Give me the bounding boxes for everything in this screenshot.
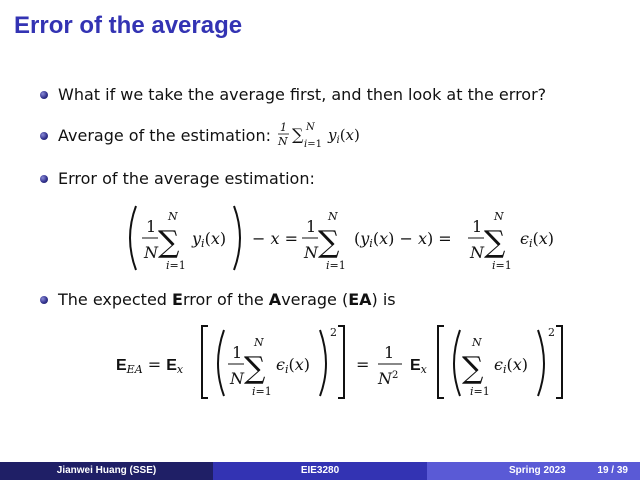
svg-text:2: 2 bbox=[330, 326, 337, 339]
svg-text:N: N bbox=[230, 369, 244, 388]
svg-text:N: N bbox=[254, 336, 264, 349]
footer-date: Spring 2023 bbox=[509, 465, 566, 476]
svg-text:∑: ∑ bbox=[158, 225, 180, 260]
svg-text:N: N bbox=[144, 243, 158, 262]
svg-text:− x =: − x = bbox=[252, 229, 299, 248]
footer-page: 19 / 39 bbox=[597, 465, 628, 476]
svg-text:Ex: Ex bbox=[410, 357, 427, 376]
svg-text:yi(x): $y_i(x)$ bbox=[328, 126, 360, 146]
bullet-marker bbox=[40, 91, 48, 99]
svg-text:1: 1 bbox=[472, 217, 483, 236]
error-of-average-equation bbox=[122, 202, 562, 274]
svg-text:N: N bbox=[494, 210, 504, 223]
svg-text:ϵi(x): ϵi(x) bbox=[494, 355, 529, 376]
footer-right bbox=[427, 462, 640, 480]
svg-text:1: 1 bbox=[146, 217, 157, 236]
footer-course: EIE3280 bbox=[213, 462, 427, 480]
footer-author: Jianwei Huang (SSE) bbox=[0, 462, 213, 480]
svg-text:i=1: i=1 bbox=[492, 259, 512, 272]
bullet-4-bold-A: A bbox=[268, 290, 282, 309]
bullet-4-bold-EA: EA bbox=[348, 290, 372, 309]
bullet-4-pre: The expected bbox=[58, 290, 173, 309]
footer-bar bbox=[0, 462, 640, 480]
svg-text:ϵi(x): ϵi(x) bbox=[276, 355, 311, 376]
bullet-4-mid2: verage ( bbox=[281, 290, 349, 309]
svg-text:(yi(x) − x) =: (yi(x) − x) = bbox=[354, 229, 452, 250]
svg-text:N: N bbox=[278, 135, 288, 148]
bullet-2: Average of the estimation: bbox=[58, 126, 271, 145]
svg-text:N2: $N^2$ bbox=[378, 369, 399, 388]
svg-text:N: N bbox=[470, 243, 484, 262]
svg-text:EEA = Ex: EEA = Ex bbox=[116, 355, 184, 376]
svg-text:yi(x): yi(x) bbox=[192, 229, 227, 250]
bullet-1: What if we take the average first, and then look at the error? bbox=[58, 85, 547, 104]
svg-text:N: N bbox=[304, 243, 318, 262]
bullet-4 bbox=[58, 290, 396, 309]
svg-text:i=1: i=1 bbox=[304, 139, 322, 150]
svg-text:i=1: i=1 bbox=[252, 385, 272, 398]
bullet-4-mid1: rror of the bbox=[182, 290, 269, 309]
svg-text:∑: ∑ bbox=[244, 351, 266, 386]
bullet-4-post: ) is bbox=[371, 290, 396, 309]
svg-text:i=1: i=1 bbox=[470, 385, 490, 398]
svg-text:2: 2 bbox=[548, 326, 555, 339]
svg-text:1: 1 bbox=[280, 121, 287, 134]
svg-text:1: 1 bbox=[384, 343, 395, 362]
svg-text:N: N bbox=[306, 122, 315, 133]
bullet-marker bbox=[40, 296, 48, 304]
svg-text:1: 1 bbox=[306, 217, 317, 236]
svg-text:i=1: i=1 bbox=[166, 259, 186, 272]
svg-text:1: 1 bbox=[232, 343, 243, 362]
average-formula bbox=[276, 118, 386, 152]
svg-text:ϵi(x): ϵi(x) bbox=[520, 229, 555, 250]
svg-text:∑: ∑ bbox=[292, 125, 304, 144]
svg-text:∑: ∑ bbox=[462, 351, 484, 386]
svg-text:N: N bbox=[472, 336, 482, 349]
bullet-marker bbox=[40, 132, 48, 140]
bullet-marker bbox=[40, 175, 48, 183]
svg-text:=: = bbox=[356, 355, 370, 374]
svg-text:N: N bbox=[168, 210, 178, 223]
svg-text:∑: ∑ bbox=[484, 225, 506, 260]
expected-error-equation bbox=[112, 322, 572, 402]
svg-text:i=1: i=1 bbox=[326, 259, 346, 272]
bullet-3: Error of the average estimation: bbox=[58, 169, 315, 188]
slide-title: Error of the average bbox=[14, 12, 243, 39]
bullet-4-bold-E: E bbox=[172, 290, 183, 309]
svg-text:∑: ∑ bbox=[318, 225, 340, 260]
svg-text:N: N bbox=[328, 210, 338, 223]
